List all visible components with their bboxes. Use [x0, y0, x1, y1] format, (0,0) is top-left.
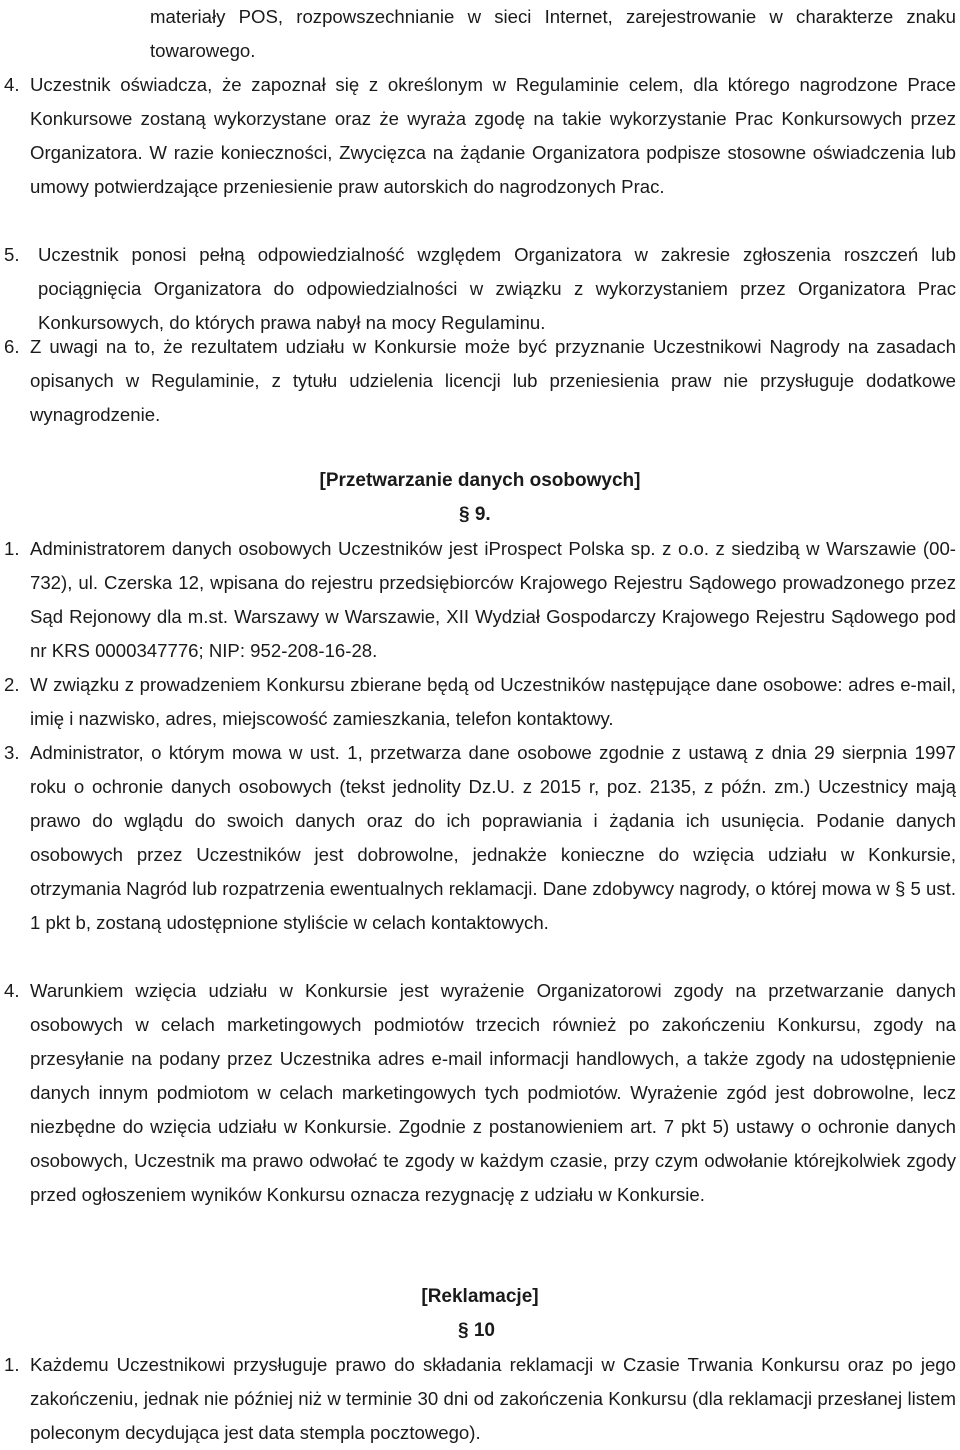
paragraph-5: Uczestnik ponosi pełną odpowiedzialność względem Organizatora w zakresie zgłoszenia roszczeń lub pociągnięcia Organizatora do odpowiedzialności w związku z wykorzystaniem przez Organizatora Prac Konkursowych, do których prawa nabył na mocy Regulaminu.: [38, 244, 956, 333]
section-heading: [Przetwarzanie danych osobowych]: [319, 470, 641, 491]
section9-item-2: W związku z prowadzeniem Konkursu zbierane będą od Uczestników następujące dane osobowe: adres e-mail, imię i nazwisko, adres, miejscowość zamieszkania, telefon kontaktowy.: [30, 674, 956, 729]
section9-item-4: Warunkiem wzięcia udziału w Konkursie jest wyrażenie Organizatorowi zgody na przetwarzanie danych osobowych w celach marketingowych podmiotów trzecich również po zakończeniu Konkursu, zgody na przesyłanie na podany przez Uczestnika adres e-mail informacji handlowych, a także zgody na udostępnienie danych innym podmiotom w celach marketingowych tych podmiotów. Wyrażenie zgód jest dobrowolne, lecz niezbędne do wzięcia udziału w Konkursie. Zgodnie z postanowieniem art. 7 pkt 5) ustawy o ochronie danych osobowych, Uczestnik ma prawo odwołać te zgody w każdym czasie, przy czym odwołanie którejkolwiek zgody przed ogłoszeniem wyników Konkursu oznacza rezygnację z udziału w Konkursie.: [30, 980, 956, 1205]
item-number: 1.: [4, 1354, 20, 1375]
paragraph-6: Z uwagi na to, że rezultatem udziału w Konkursie może być przyznanie Uczestnikowi Nagrody na zasadach opisanych w Regulaminie, z tytułu udzielenia licencji lub przeniesienia praw nie przysługuje dodatkowe wynagrodzenie.: [30, 336, 956, 425]
section9-item-3: Administrator, o którym mowa w ust. 1, przetwarza dane osobowe zgodnie z ustawą z dnia 29 sierpnia 1997 roku o ochronie danych osobowych (tekst jednolity Dz.U. z 2015 r, poz. 2135, z późn. zm.) Uczestnicy mają prawo do wglądu do swoich danych oraz do ich poprawiania i żądania ich usunięcia. Podanie danych osobowych przez Uczestników jest dobrowolne, jednakże konieczne do wzięcia udziału w Konkursie, otrzymania Nagród lub rozpatrzenia ewentualnych reklamacji. Dane zdobywcy nagrody, o której mowa w § 5 ust. 1 pkt b, zostaną udostępnione styliście w celach kontaktowych.: [30, 742, 956, 933]
paragraph-4: Uczestnik oświadcza, że zapoznał się z określonym w Regulaminie celem, dla którego nagrodzone Prace Konkursowe zostaną wykorzystane oraz że wyraża zgodę na takie wykorzystanie Prac Konkursowych przez Organizatora. W razie konieczności, Zwycięzca na żądanie Organizatora podpisze stosowne oświadczenia lub umowy potwierdzające przeniesienie praw autorskich do nagrodzonych Prac.: [30, 74, 956, 197]
section-heading: [Reklamacje]: [421, 1286, 539, 1307]
section10-item-1: Każdemu Uczestnikowi przysługuje prawo do składania reklamacji w Czasie Trwania Konkursu oraz po jego zakończeniu, jednak nie później niż w terminie 30 dni od zakończenia Konkursu (dla reklamacji przesłanej listem poleconym decydująca jest data stempla pocztowego).: [30, 1354, 956, 1443]
item-number: 4.: [4, 980, 20, 1001]
section-sign: § 10: [458, 1320, 495, 1341]
item-number: 4.: [4, 74, 20, 95]
item-number: 3.: [4, 742, 20, 763]
item-number: 5.: [4, 244, 20, 265]
item-number: 2.: [4, 674, 20, 695]
section9-item-1: Administratorem danych osobowych Uczestników jest iProspect Polska sp. z o.o. z siedzibą w Warszawie (00-732), ul. Czerska 12, wpisana do rejestru przedsiębiorców Krajowego Rejestru Sądowego prowadzonego przez Sąd Rejonowy dla m.st. Warszawy w Warszawie, XII Wydział Gospodarczy Krajowego Rejestru Sądowego pod nr KRS 0000347776; NIP: 952-208-16-28.: [30, 538, 956, 661]
continued-paragraph: materiały POS, rozpowszechnianie w sieci Internet, zarejestrowanie w charakterze znaku towarowego.: [150, 6, 956, 61]
item-number: 6.: [4, 336, 20, 357]
item-number: 1.: [4, 538, 20, 559]
section-sign: § 9.: [459, 504, 491, 525]
